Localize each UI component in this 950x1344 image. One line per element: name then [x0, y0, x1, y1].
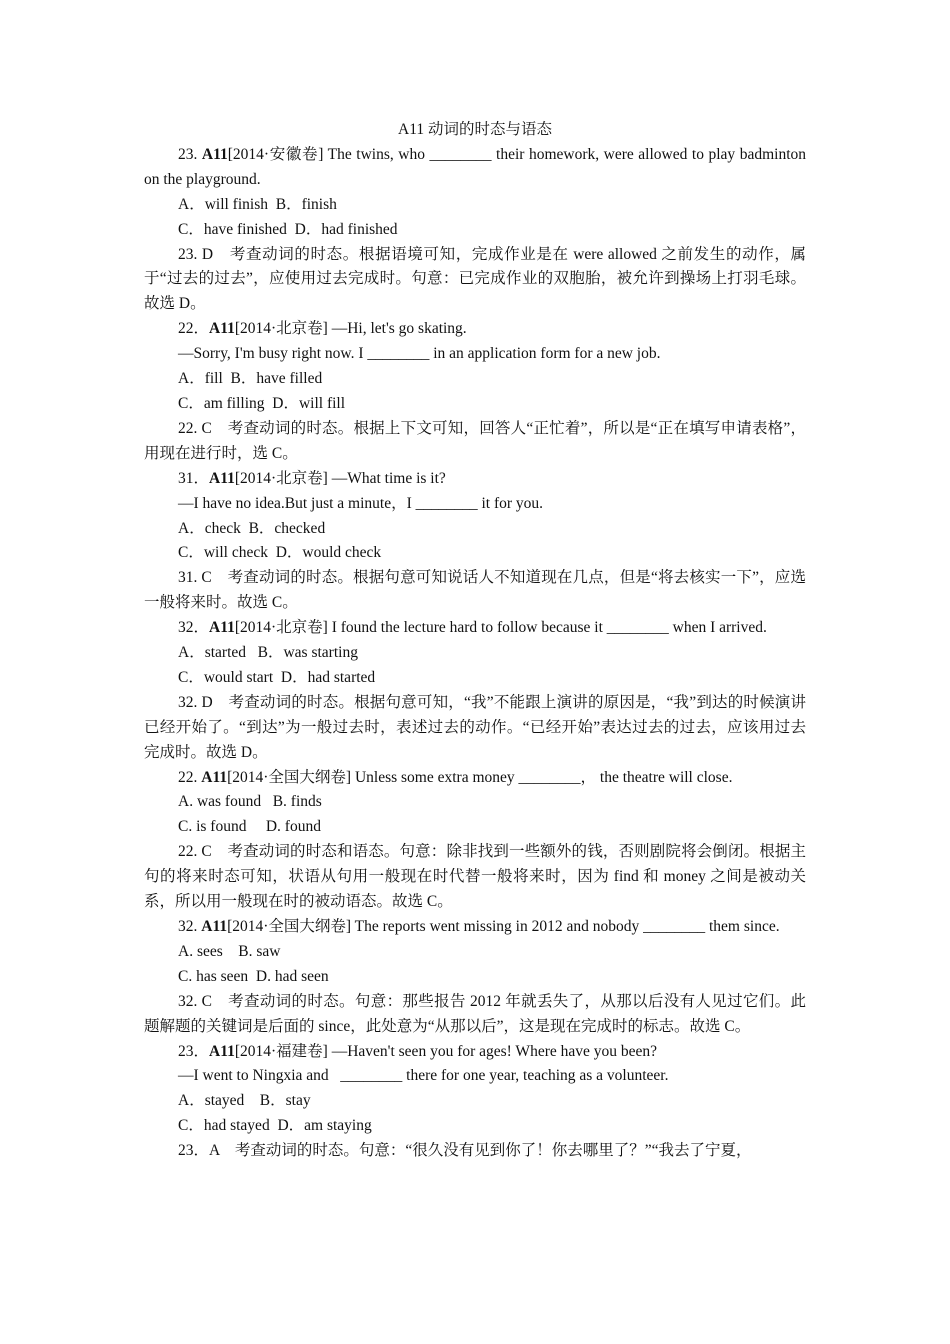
- question-number: 23．: [178, 1042, 210, 1060]
- answer-options: A．will finish B．finish: [178, 195, 337, 213]
- answer-options: A．started B．was starting: [178, 644, 358, 662]
- answer-options: C．have finished D．had finished: [178, 220, 398, 238]
- document-page: [144, 118, 806, 1164]
- answer-options: A．stayed B．stay: [178, 1092, 311, 1110]
- topic-code: A11: [209, 619, 235, 637]
- question-stem: [144, 766, 806, 791]
- question-stem: [144, 143, 806, 193]
- page-title: A11 动词的时态与语态: [398, 121, 552, 138]
- answer-explanation: 32. C 考查动词的时态。句意：那些报告 2012 年就丢失了，从那以后没有人见过它们。此题解题的关键词是后面的 since，此处意为“从那以后”，这是现在完成时的标志。故选 C。: [144, 992, 806, 1035]
- answer-options: C．am filling D．will fill: [178, 394, 346, 412]
- answer-options: A. sees B. saw: [178, 942, 281, 960]
- question-text: [2014·福建卷] —Haven't seen you for ages! Where have you been?: [234, 1042, 658, 1060]
- question-number: 22．: [178, 320, 210, 338]
- topic-code: A11: [201, 918, 228, 935]
- question-text: [2014·北京卷] —Hi, let's go skating.: [234, 320, 467, 338]
- question-text: [2014·北京卷] —What time is it?: [234, 469, 446, 487]
- answer-explanation: 32. D 考查动词的时态。根据句意可知，“我”不能跟上演讲的原因是，“我”到达的时候演讲已经开始了。“到达”为一般过去时，表述过去的动作。“已经开始”表达过去的过去，应该用过去完成时。故选 D。: [144, 693, 806, 761]
- answer-options: C．would start D．had started: [178, 668, 376, 686]
- question-stem: [144, 1040, 806, 1065]
- document-body: [144, 143, 806, 1164]
- question-number: 32.: [178, 918, 202, 935]
- question-stem: [144, 317, 806, 342]
- answer-options: C．will check D．would check: [178, 544, 382, 562]
- question-text: [2014·北京卷] I found the lecture hard to follow because it ________ when I arrived.: [234, 619, 767, 637]
- question-stem: [144, 467, 806, 492]
- topic-code: A11: [209, 469, 235, 487]
- answer-explanation: 22. C 考查动词的时态和语态。句意：除非找到一些额外的钱，否则剧院将会倒闭。根据主句的将来时态可知，状语从句用一般现在时代替一般将来时，因为 find 和 money 之间是被动关系，所以用一般现在时的被动语态。故选 C。: [144, 843, 806, 911]
- answer-options: C．had stayed D．am staying: [178, 1117, 372, 1135]
- answer-options: C. has seen D. had seen: [178, 967, 329, 985]
- answer-options: C. is found D. found: [178, 818, 321, 836]
- answer-explanation: 22. C 考查动词的时态。根据上下文可知，回答人“正忙着”，所以是“正在填写申请表格”，用现在进行时，选 C。: [144, 419, 806, 462]
- question-text: [2014·安徽卷] The twins, who ________ their homework, were allowed to play badminton on the playground.: [144, 145, 807, 188]
- answer-explanation: 23．A 考查动词的时态。句意：“很久没有见到你了！你去哪里了？”“我去了宁夏，: [178, 1142, 752, 1160]
- question-number: 23.: [178, 145, 202, 163]
- answer-options: A. was found B. finds: [178, 793, 322, 811]
- question-text: [2014·全国大纲卷] The reports went missing in 2012 and nobody ________ them since.: [227, 918, 780, 935]
- question-number: 22.: [178, 768, 202, 786]
- question-text: [2014·全国大纲卷] Unless some extra money ________， the theatre will close.: [227, 768, 733, 786]
- answer-explanation: 31. C 考查动词的时态。根据句意可知说话人不知道现在几点，但是“将去核实一下”，应选一般将来时。故选 C。: [144, 569, 806, 612]
- answer-options: —I went to Ningxia and ________ there for one year, teaching as a volunteer.: [178, 1067, 669, 1085]
- topic-code: A11: [209, 1042, 235, 1060]
- answer-options: A．check B．checked: [178, 519, 326, 537]
- topic-code: A11: [201, 145, 228, 163]
- question-number: 31．: [178, 469, 210, 487]
- topic-code: A11: [201, 768, 228, 786]
- answer-explanation: 23. D 考查动词的时态。根据语境可知，完成作业是在 were allowed 之前发生的动作，属于“过去的过去”，应使用过去完成时。句意：已完成作业的双胞胎，被允许到操场上打羽毛球。故选 D。: [144, 245, 806, 313]
- question-number: 32．: [178, 619, 210, 637]
- answer-options: A．fill B．have filled: [178, 370, 323, 388]
- answer-options: —I have no idea.But just a minute，I ________ it for you.: [178, 494, 544, 512]
- question-stem: [144, 616, 806, 641]
- topic-code: A11: [209, 320, 235, 338]
- answer-options: —Sorry, I'm busy right now. I ________ in an application form for a new job.: [178, 345, 661, 363]
- question-stem: [144, 915, 806, 940]
